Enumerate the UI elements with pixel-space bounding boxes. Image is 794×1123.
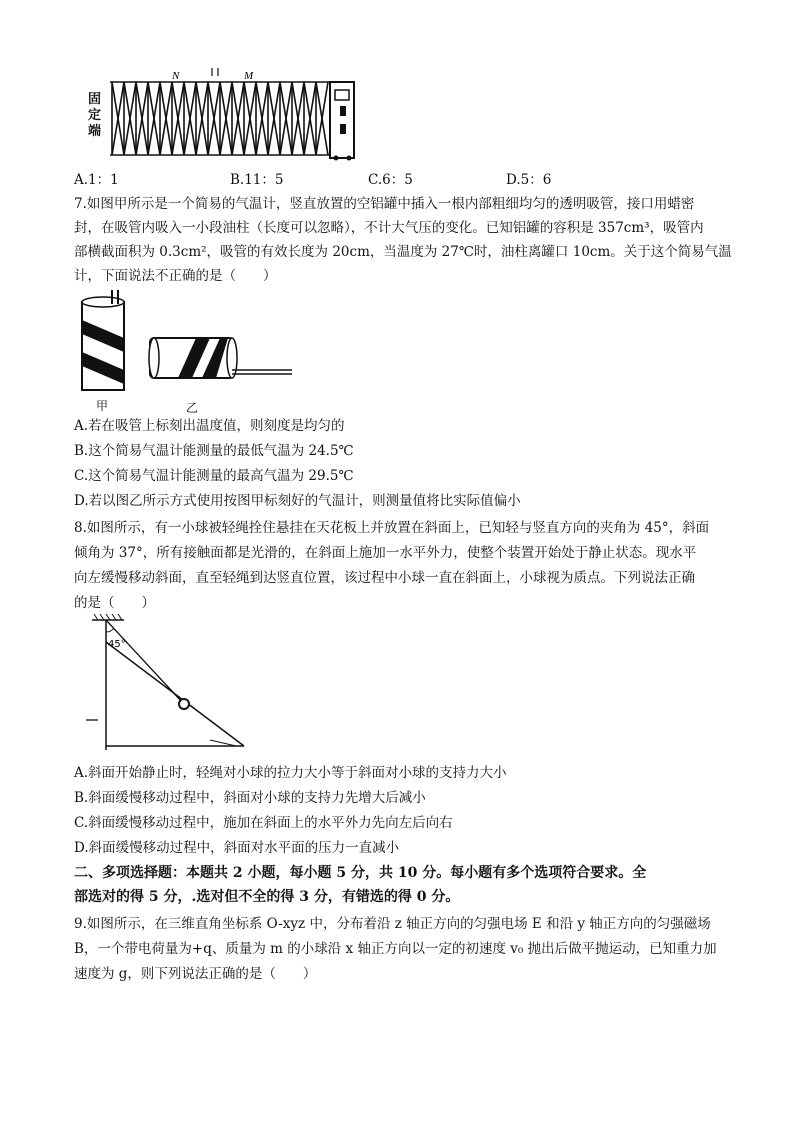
section2-heading-2: 部选对的得 5 分，.选对但不全的得 3 分，有错选的得 0 分。 bbox=[74, 889, 460, 905]
q8-line-2: 倾角为 37°，所有接触面都是光滑的，在斜面上施加一水平外力，使整个装置开始处于静止状态。现水平 bbox=[74, 545, 697, 561]
label-n: N bbox=[172, 70, 180, 82]
q6-option-c: C.6：5 bbox=[368, 172, 413, 188]
q7-option-d: D.若以图乙所示方式使用按图甲标刻好的气温计，则测量值将比实际值偏小 bbox=[74, 493, 521, 509]
q9-line-2: B，一个带电荷量为+q、质量为 m 的小球沿 x 轴正方向以一定的初速度 v₀ 抛出后做平抛运动，已知重力加 bbox=[74, 941, 717, 957]
q6-option-a: A.1：1 bbox=[74, 172, 119, 188]
q6-option-d: D.5：6 bbox=[506, 172, 552, 188]
q8-line-3: 向左缓慢移动斜面，直至轻绳到达竖直位置，该过程中小球一直在斜面上，小球视为质点。下列说法正确 bbox=[74, 570, 695, 586]
section2-heading-1: 二、多项选择题：本题共 2 小题，每小题 5 分，共 10 分。每小题有多个选项符合要求。全 bbox=[74, 865, 647, 881]
q7-line-3: 部横截面积为 0.3cm²，吸管的有效长度为 20cm，当温度为 27℃时，油柱离罐口 10cm。关于这个简易气温 bbox=[74, 244, 732, 260]
q7-option-a: A.若在吸管上标刻出温度值，则刻度是均匀的 bbox=[74, 418, 345, 434]
q8-line-4: 的是（ ） bbox=[74, 595, 155, 611]
q8-line-1: 8.如图所示，有一小球被轻绳拴住悬挂在天花板上并放置在斜面上，已知轻与竖直方向的夹角为 45°，斜面 bbox=[74, 520, 710, 536]
q9-line-1: 9.如图所示，在三维直角坐标系 O-xyz 中，分布着沿 z 轴正方向的匀强电场 E 和沿 y 轴正方向的匀强磁场 bbox=[74, 916, 711, 932]
q8-option-d: D.斜面缓慢移动过程中，斜面对水平面的压力一直减小 bbox=[74, 840, 400, 856]
q8-option-b: B.斜面缓慢移动过程中，斜面对小球的支持力先增大后减小 bbox=[74, 790, 426, 806]
label-m: M bbox=[244, 70, 254, 82]
figure-label-yi: 乙 bbox=[186, 401, 199, 415]
angle-label: 45° bbox=[108, 639, 126, 650]
q7-option-b: B.这个简易气温计能测量的最低气温为 24.5℃ bbox=[74, 443, 354, 459]
figure-label-jia: 甲 bbox=[96, 399, 109, 413]
q7-option-c: C.这个简易气温计能测量的最高气温为 29.5℃ bbox=[74, 468, 354, 484]
retractable-gate-figure bbox=[0, 0, 794, 170]
q9-line-3: 速度为 g，则下列说法正确的是（ ） bbox=[74, 966, 317, 982]
q7-line-4: 计，下面说法不正确的是（ ） bbox=[74, 268, 277, 284]
q8-option-a: A.斜面开始静止时，轻绳对小球的拉力大小等于斜面对小球的支持力大小 bbox=[74, 765, 507, 781]
incline-figure bbox=[0, 612, 794, 752]
thermometer-figure bbox=[0, 290, 794, 420]
q8-option-c: C.斜面缓慢移动过程中，施加在斜面上的水平外力先向左后向右 bbox=[74, 815, 453, 831]
q6-option-b: B.11：5 bbox=[230, 172, 284, 188]
q7-line-2: 封，在吸管内吸入一小段油柱（长度可以忽略），不计大气压的变化。已知铝罐的容积是 357cm³，吸管内 bbox=[74, 220, 704, 236]
fixed-end-label: 固定端 bbox=[88, 92, 102, 139]
q7-line-1: 7.如图甲所示是一个简易的气温计，竖直放置的空铝罐中插入一根内部粗细均匀的透明吸管，接口用蜡密 bbox=[74, 196, 695, 212]
